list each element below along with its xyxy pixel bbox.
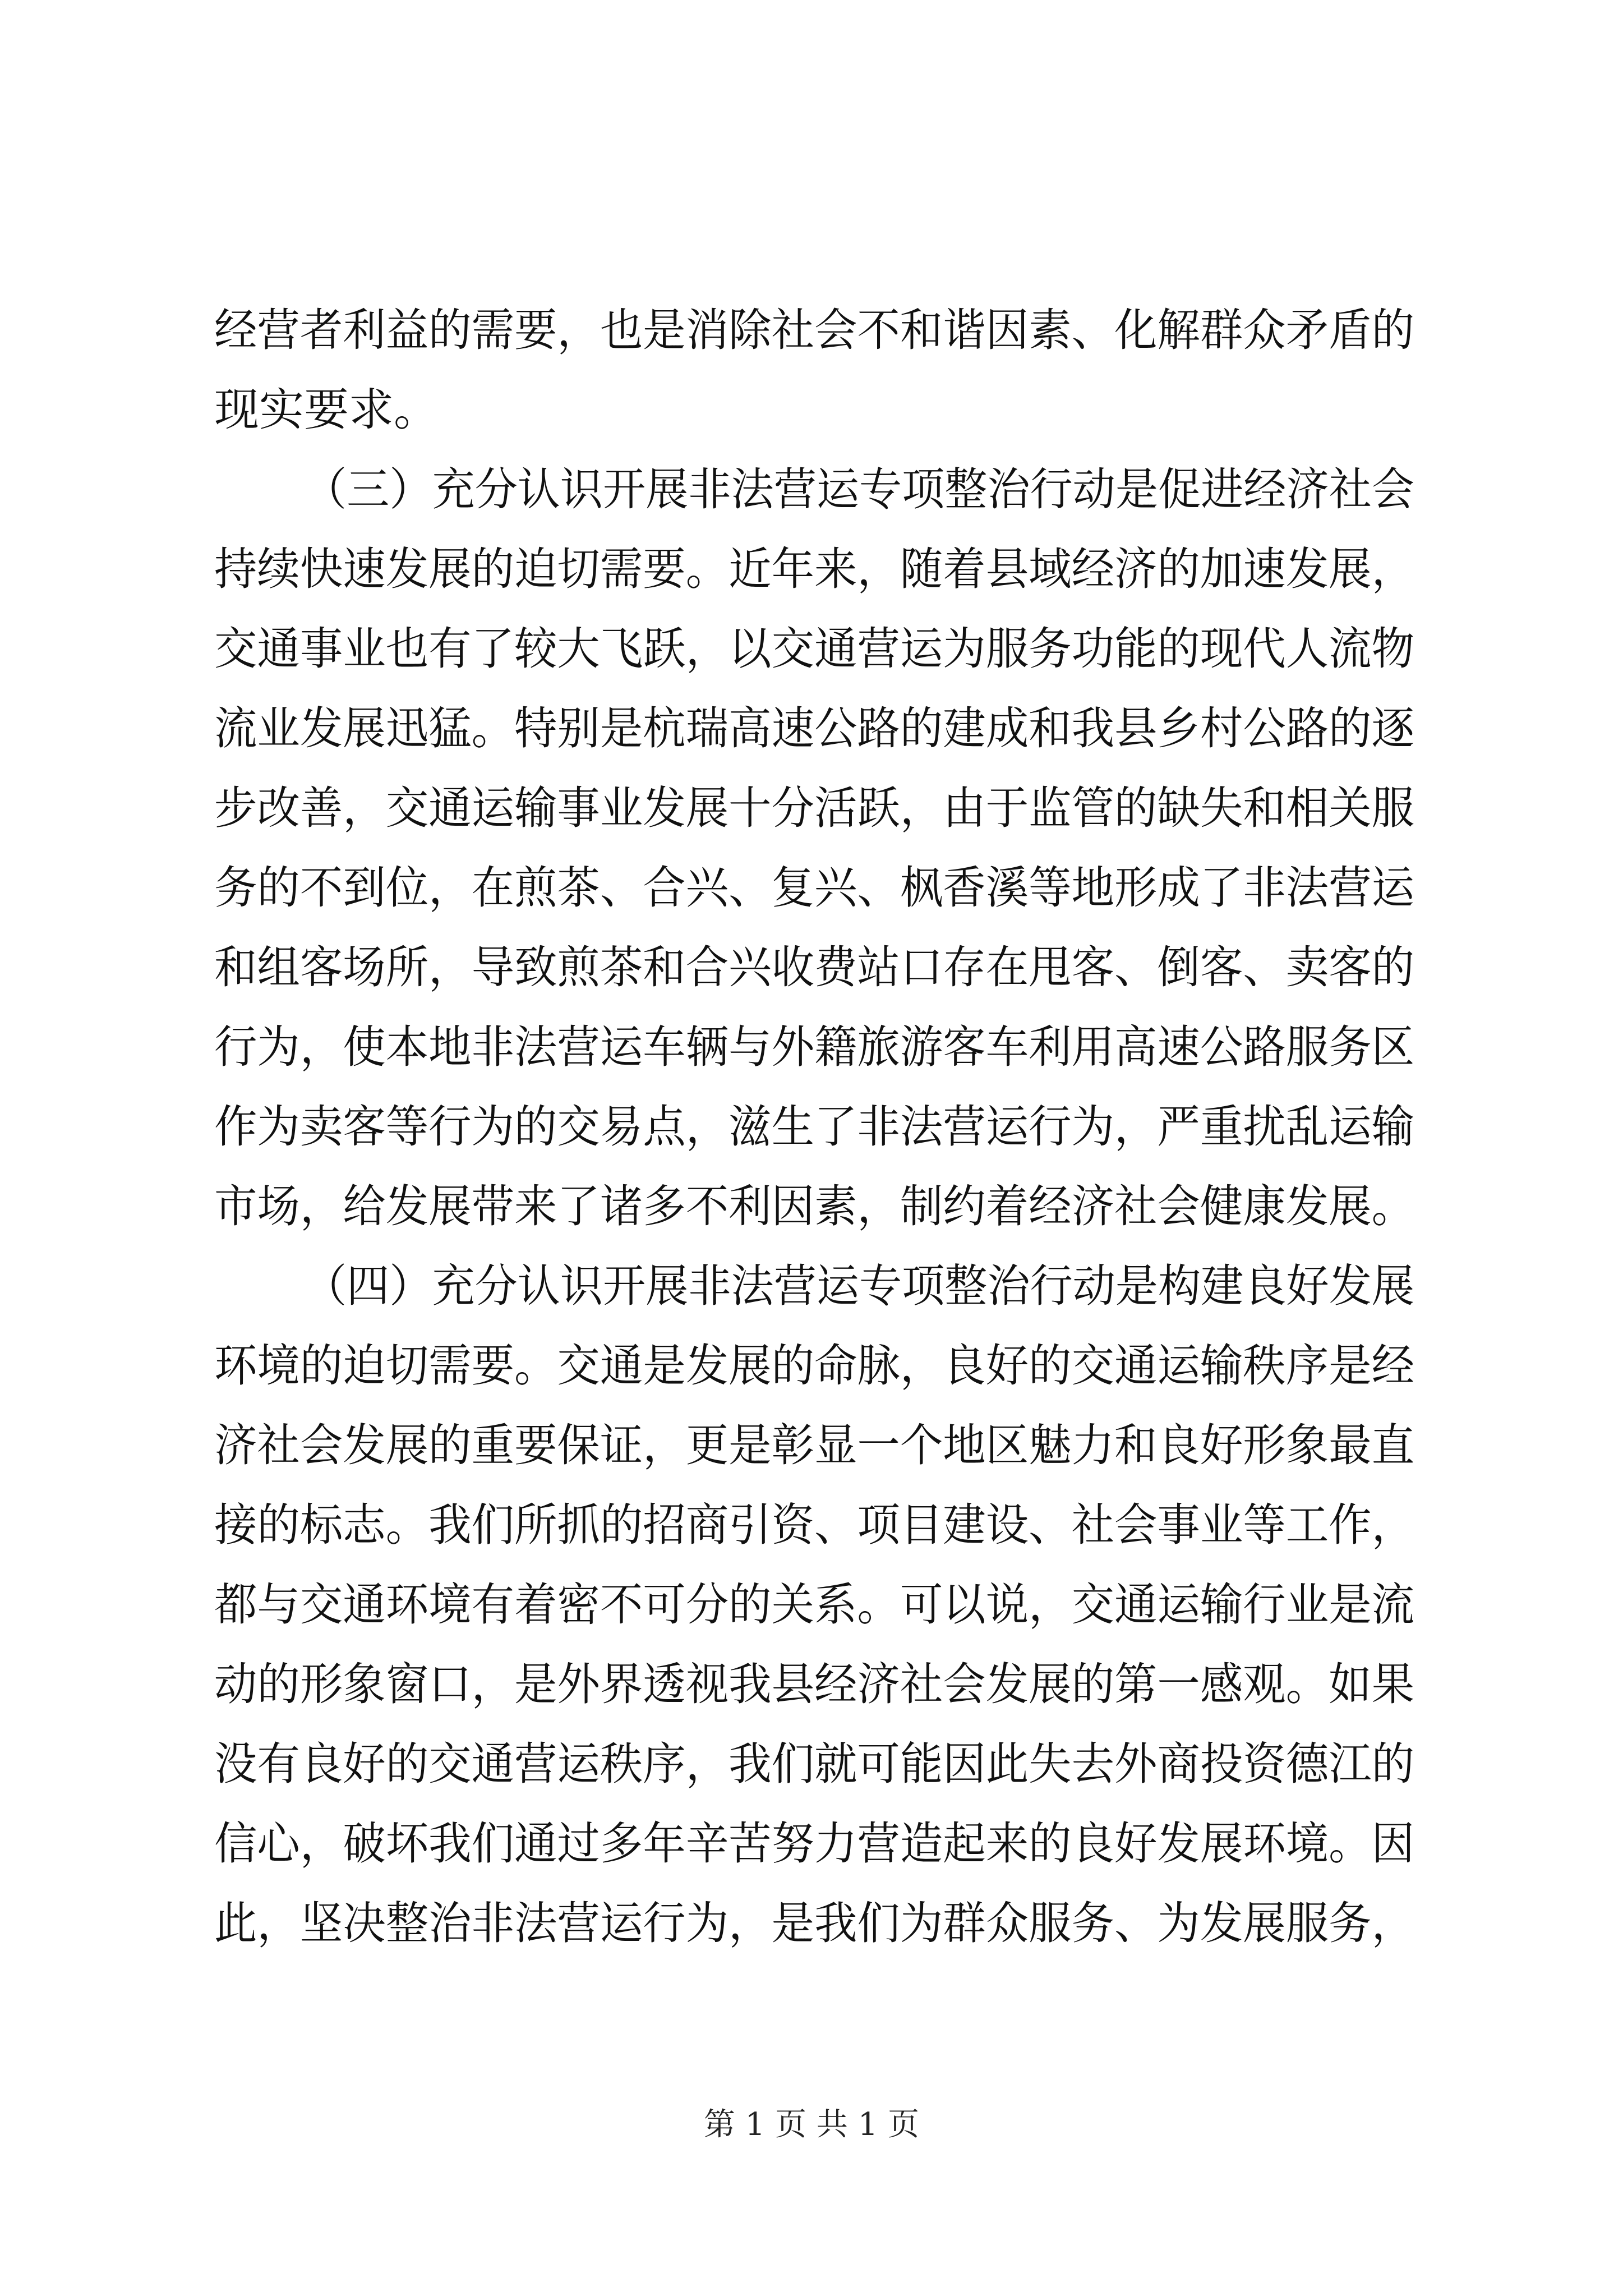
text-line: 接的标志。我们所抓的招商引资、项目建设、社会事业等工作， bbox=[214, 1499, 1414, 1551]
text-line: 持续快速发展的迫切需要。近年来，随着县域经济的加速发展， bbox=[214, 543, 1414, 595]
text-line: 信心，破坏我们通过多年辛苦努力营造起来的良好发展环境。因 bbox=[214, 1818, 1414, 1870]
text-line: 步改善，交通运输事业发展十分活跃，由于监管的缺失和相关服 bbox=[214, 782, 1414, 834]
text-line: 行为，使本地非法营运车辆与外籍旅游客车利用高速公路服务区 bbox=[214, 1021, 1414, 1073]
page-number-label: 第 1 页 共 1 页 bbox=[703, 2106, 920, 2143]
text-line: 交通事业也有了较大飞跃，以交通营运为服务功能的现代人流物 bbox=[214, 623, 1414, 675]
text-line: 环境的迫切需要。交通是发展的命脉，良好的交通运输秩序是经 bbox=[214, 1340, 1414, 1392]
text-line: 流业发展迅猛。特别是杭瑞高速公路的建成和我县乡村公路的逐 bbox=[214, 702, 1414, 754]
text-line: 经营者利益的需要，也是消除社会不和谐因素、化解群众矛盾的 bbox=[214, 304, 1414, 356]
text-line: 没有良好的交通营运秩序，我们就可能因此失去外商投资德江的 bbox=[214, 1738, 1414, 1790]
text-line: 现实要求。 bbox=[214, 384, 439, 436]
page-footer bbox=[0, 2102, 1623, 2147]
paragraph-first-line: （三）充分认识开展非法营运专项整治行动是促进经济社会 bbox=[304, 463, 1414, 516]
text-line: 动的形象窗口，是外界透视我县经济社会发展的第一感观。如果 bbox=[214, 1658, 1414, 1710]
paragraph-first-line: （四）充分认识开展非法营运专项整治行动是构建良好发展 bbox=[304, 1260, 1414, 1312]
text-line: 都与交通环境有着密不可分的关系。可以说，交通运输行业是流 bbox=[214, 1579, 1414, 1631]
text-line: 务的不到位，在煎茶、合兴、复兴、枫香溪等地形成了非法营运 bbox=[214, 862, 1414, 914]
text-line: 作为卖客等行为的交易点，滋生了非法营运行为，严重扰乱运输 bbox=[214, 1101, 1414, 1153]
document-body bbox=[214, 291, 1414, 1963]
text-line: 市场，给发展带来了诸多不利因素，制约着经济社会健康发展。 bbox=[214, 1180, 1414, 1232]
text-line: 和组客场所，导致煎茶和合兴收费站口存在甩客、倒客、卖客的 bbox=[214, 941, 1414, 993]
text-line: 济社会发展的重要保证，更是彰显一个地区魅力和良好形象最直 bbox=[214, 1419, 1414, 1471]
text-line: 此，坚决整治非法营运行为，是我们为群众服务、为发展服务， bbox=[214, 1897, 1414, 1949]
